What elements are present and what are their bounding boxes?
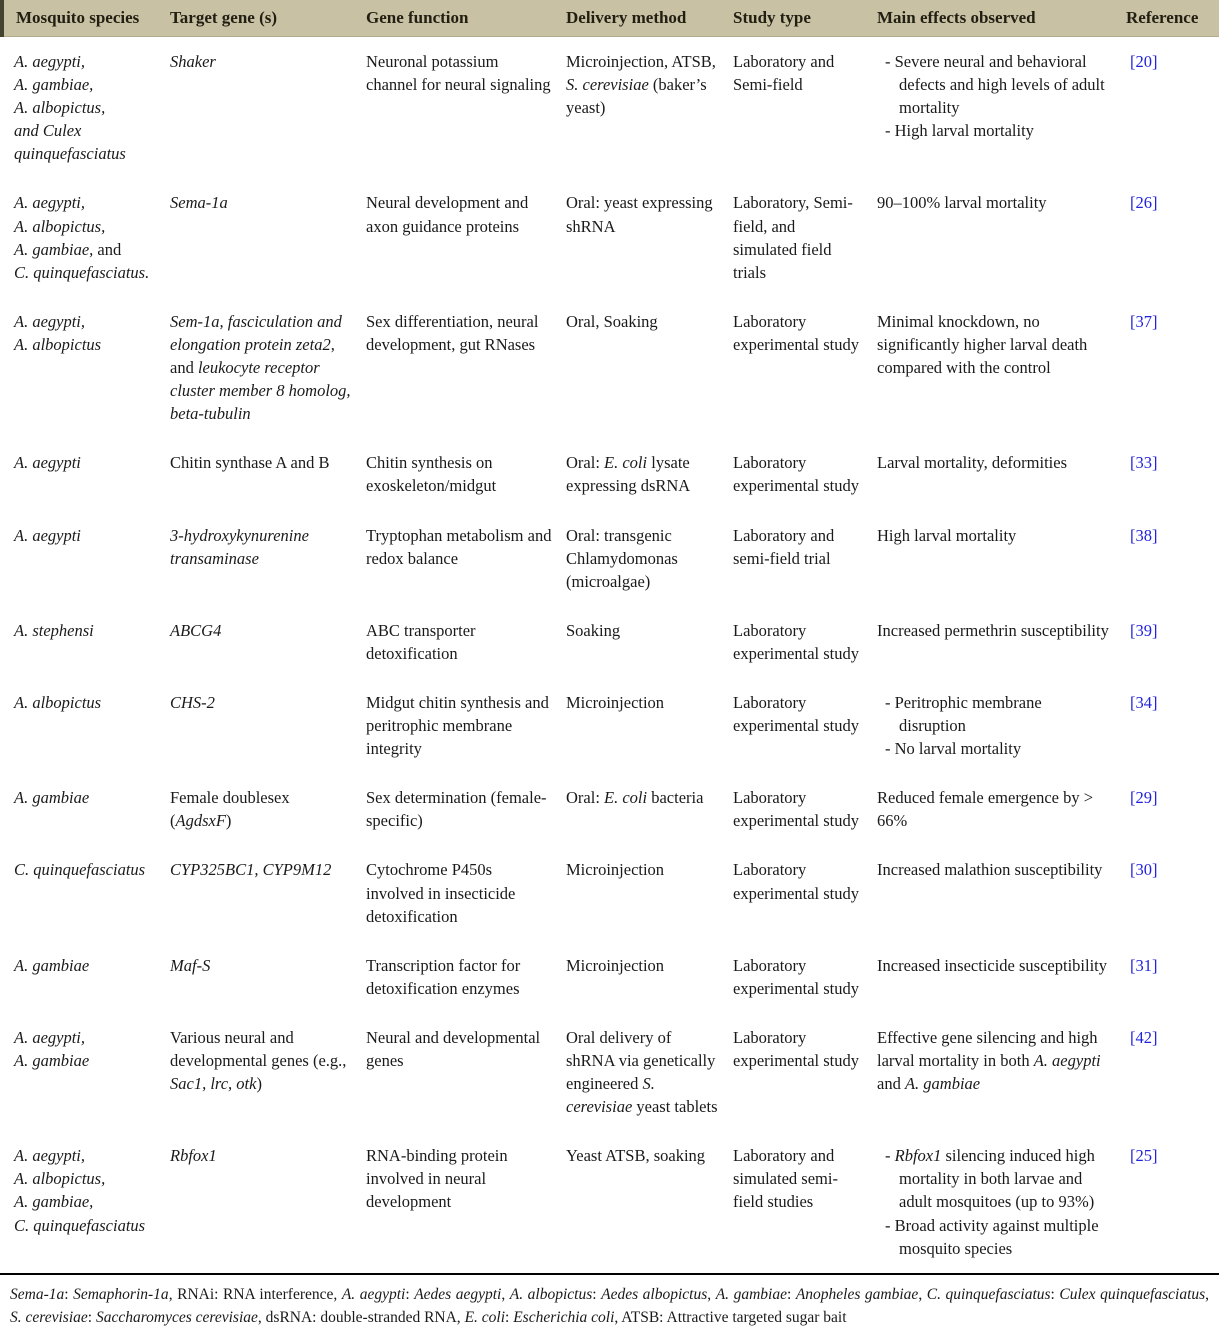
text-run: ABC transporter detoxification <box>366 620 476 663</box>
column-header-gene: Target gene (s) <box>170 0 366 37</box>
text-run: Sex determination (female-specific) <box>366 788 547 831</box>
text-run: , dsRNA: double-stranded RNA, <box>257 1309 465 1326</box>
text-run: RNA-binding protein involved in neural development <box>366 1146 508 1212</box>
italic-text-run: A. aegypti <box>341 1285 406 1303</box>
cell-ref <box>1126 438 1219 510</box>
cell-delivery <box>566 178 733 296</box>
text-run: Oral delivery of shRNA via genetically engineered <box>566 1027 716 1094</box>
text-run: Female doublesex ( <box>170 788 290 831</box>
cell-ref <box>1126 678 1219 773</box>
table-row <box>2 1131 1219 1272</box>
italic-text-run: A. stephensi <box>14 620 94 640</box>
bullet-dash: - <box>885 739 895 759</box>
text-run: silencing induced high mortality in both larvae and adult mosquitoes (up to 93%) <box>899 1146 1095 1212</box>
cell-delivery <box>566 438 733 510</box>
text-run: Chitin synthesis on exoskeleton/midgut <box>366 453 497 496</box>
text-run: High larval mortality <box>894 121 1034 141</box>
cell-delivery <box>566 37 733 179</box>
italic-text-run: Rbfox1 <box>894 1146 942 1166</box>
text-run: Various neural and developmental genes (e.g., <box>170 1027 347 1070</box>
cell-gene <box>170 438 366 510</box>
cell-func <box>366 37 566 179</box>
cell-ref <box>1126 1013 1219 1131</box>
cell-delivery <box>566 297 733 438</box>
bullet-dash: - <box>885 52 895 71</box>
table-row <box>2 845 1219 940</box>
italic-text-run: ABCG4 <box>170 620 222 640</box>
text-run: and <box>877 1074 905 1094</box>
table-footnote <box>0 1273 1219 1341</box>
column-header-func: Gene function <box>366 0 566 37</box>
text-run: , <box>707 1285 716 1303</box>
italic-text-run: C. quinquefasciatus <box>14 1215 146 1235</box>
cell-species <box>2 1013 170 1131</box>
text-run: Laboratory experimental study <box>733 311 860 354</box>
column-header-delivery: Delivery method <box>566 0 733 37</box>
cell-species <box>2 941 170 1013</box>
italic-text-run: A. albopictus, <box>14 216 106 236</box>
cell-ref <box>1126 1131 1219 1272</box>
cell-func <box>366 297 566 438</box>
cell-study <box>733 438 877 510</box>
cell-func <box>366 511 566 606</box>
cell-study <box>733 37 877 179</box>
cell-effects <box>877 178 1126 296</box>
cell-effects <box>877 678 1126 773</box>
cell-delivery <box>566 773 733 845</box>
italic-text-run: A. gambiae <box>14 1051 90 1070</box>
text-run: Cytochrome P450s involved in insecticide detoxification <box>366 860 516 926</box>
italic-text-run: C. quinquefasciatus <box>926 1285 1051 1303</box>
text-run: Midgut chitin synthesis and peritrophic membrane integrity <box>366 692 549 759</box>
text-run: Severe neural and behavioral defects and high levels of adult mortality <box>894 52 1105 118</box>
italic-text-run: Shaker <box>170 52 216 71</box>
text-run: Larval mortality, deformities <box>877 453 1067 473</box>
text-run: , and <box>170 334 335 378</box>
cell-delivery <box>566 845 733 940</box>
italic-text-run: Aedes aegypti <box>414 1285 502 1303</box>
italic-text-run: A. aegypti <box>14 453 81 473</box>
cell-gene <box>170 845 366 940</box>
text-run: Microinjection, ATSB, <box>566 52 716 71</box>
cell-func <box>366 606 566 678</box>
text-run: High larval mortality <box>877 525 1017 545</box>
italic-text-run: A. aegypti, <box>14 193 86 213</box>
italic-text-run: A. gambiae, <box>14 75 94 95</box>
italic-text-run: A. gambiae <box>715 1285 787 1303</box>
table-body <box>2 37 1219 1273</box>
bullet-dash: - <box>885 1146 895 1166</box>
cell-func <box>366 438 566 510</box>
cell-delivery <box>566 941 733 1013</box>
cell-func <box>366 1131 566 1272</box>
italic-text-run: Aedes albopictus <box>601 1285 708 1303</box>
text-run: : <box>592 1285 602 1303</box>
italic-text-run: A. gambiae, <box>14 239 94 259</box>
bullet-dash: - <box>885 121 895 141</box>
cell-species <box>2 1131 170 1272</box>
cell-species <box>2 438 170 510</box>
cell-study <box>733 606 877 678</box>
cell-ref <box>1126 606 1219 678</box>
italic-text-run: Sem-1a, fasciculation and elongation protein zeta2 <box>170 311 342 354</box>
text-run: Minimal knockdown, no significantly higher larval death compared with the control <box>877 311 1088 378</box>
text-run: , <box>501 1285 510 1303</box>
cell-ref <box>1126 37 1219 179</box>
cell-gene <box>170 941 366 1013</box>
cell-gene <box>170 773 366 845</box>
bullet-item <box>885 691 1112 737</box>
reference-link[interactable]: [30] <box>1130 860 1158 880</box>
text-run: Laboratory experimental study <box>733 955 860 998</box>
cell-func <box>366 845 566 940</box>
italic-text-run: A. aegypti, <box>14 311 86 331</box>
header-row <box>2 0 1219 37</box>
reference-link[interactable]: [31] <box>1130 955 1158 975</box>
text-run: Tryptophan metabolism and redox balance <box>366 525 552 568</box>
cell-species <box>2 773 170 845</box>
effects-bullet-list <box>877 691 1112 760</box>
bullet-item <box>885 50 1112 119</box>
text-run: Laboratory and simulated semi-field studies <box>733 1146 838 1212</box>
text-run: Peritrophic membrane disruption <box>894 692 1042 736</box>
text-run: Microinjection <box>566 860 665 880</box>
text-run: Laboratory and Semi-field <box>733 52 835 95</box>
text-run: Microinjection <box>566 692 665 712</box>
cell-gene <box>170 1013 366 1131</box>
italic-text-run: A. gambiae, <box>14 1192 94 1212</box>
italic-text-run: A. gambiae <box>14 788 90 808</box>
text-run: and <box>93 239 122 259</box>
cell-effects <box>877 941 1126 1013</box>
italic-text-run: AgdsxF <box>175 811 226 831</box>
cell-gene <box>170 511 366 606</box>
text-run: : <box>405 1285 415 1303</box>
effects-bullet-list <box>877 1144 1112 1259</box>
text-run: : <box>505 1309 514 1326</box>
table-row <box>2 438 1219 510</box>
reference-link[interactable]: [20] <box>1130 52 1158 71</box>
cell-species <box>2 845 170 940</box>
reference-link[interactable]: [37] <box>1130 311 1158 331</box>
cell-delivery <box>566 678 733 773</box>
text-run: No larval mortality <box>894 739 1022 759</box>
text-run: Oral: <box>566 788 605 808</box>
cell-func <box>366 941 566 1013</box>
italic-text-run: Sema-1a <box>10 1285 65 1303</box>
italic-text-run: leukocyte receptor cluster member 8 homolog, beta-tubulin <box>170 358 351 424</box>
italic-text-run: A. albopictus, <box>14 1169 106 1189</box>
cell-ref <box>1126 845 1219 940</box>
table-row <box>2 511 1219 606</box>
cell-ref <box>1126 178 1219 296</box>
reference-link[interactable]: [42] <box>1130 1027 1158 1047</box>
cell-study <box>733 1131 877 1272</box>
cell-gene <box>170 1131 366 1272</box>
cell-gene <box>170 678 366 773</box>
cell-study <box>733 941 877 1013</box>
cell-effects <box>877 438 1126 510</box>
table-row <box>2 941 1219 1013</box>
italic-text-run: A. albopictus <box>509 1285 593 1303</box>
table-row <box>2 37 1219 179</box>
reference-link[interactable]: [38] <box>1130 525 1158 545</box>
effects-bullet-list <box>877 50 1112 142</box>
italic-text-run: A. albopictus <box>14 692 102 712</box>
cell-effects <box>877 297 1126 438</box>
text-run: Laboratory experimental study <box>733 1027 860 1070</box>
text-run: Yeast ATSB, soaking <box>566 1146 706 1166</box>
italic-text-run: E. coli <box>604 788 648 808</box>
italic-text-run: Sac1, lrc, otk <box>170 1074 257 1094</box>
text-run: ) <box>256 1074 262 1094</box>
column-header-effects: Main effects observed <box>877 0 1126 37</box>
italic-text-run: C. quinquefasciatus <box>14 860 146 880</box>
cell-delivery <box>566 606 733 678</box>
text-run: , RNAi: RNA interference, <box>168 1285 342 1303</box>
italic-text-run: CYP325BC1, CYP9M12 <box>170 860 332 880</box>
italic-text-run: A. albopictus, <box>14 98 106 118</box>
italic-text-run: and Culex quinquefasciatus <box>14 121 126 164</box>
text-run: Reduced female emergence by > 66% <box>877 788 1094 831</box>
italic-text-run: C. quinquefasciatus. <box>14 262 150 282</box>
bullet-item <box>885 119 1112 142</box>
italic-text-run: Culex quinquefasciatus <box>1059 1285 1206 1303</box>
italic-text-run: A. albopictus <box>14 334 102 354</box>
cell-effects <box>877 511 1126 606</box>
text-run: Soaking <box>566 620 621 640</box>
bullet-item <box>885 737 1112 760</box>
text-run: Oral, Soaking <box>566 311 658 331</box>
text-run: : <box>64 1285 74 1303</box>
text-run: Oral: transgenic Chlamydomonas (microalgae) <box>566 525 678 591</box>
italic-text-run: 3-hydroxykynurenine transaminase <box>170 525 309 568</box>
text-run: Laboratory experimental study <box>733 692 860 736</box>
italic-text-run: Sema-1a <box>170 193 228 213</box>
table-row <box>2 1013 1219 1131</box>
cell-delivery <box>566 511 733 606</box>
italic-text-run: A. gambiae <box>14 955 90 975</box>
cell-effects <box>877 606 1126 678</box>
cell-study <box>733 178 877 296</box>
column-header-ref: Reference <box>1126 0 1219 37</box>
text-run: Sex differentiation, neural development, gut RNases <box>366 311 539 354</box>
text-run: : <box>1050 1285 1060 1303</box>
text-run: , <box>918 1285 927 1303</box>
text-run: Effective gene silencing and high larval mortality in both <box>877 1027 1098 1070</box>
cell-study <box>733 845 877 940</box>
italic-text-run: A. gambiae <box>904 1074 981 1094</box>
italic-text-run: Maf-S <box>170 955 211 975</box>
reference-link[interactable]: [34] <box>1130 692 1158 712</box>
cell-study <box>733 511 877 606</box>
cell-effects <box>877 1131 1126 1272</box>
cell-species <box>2 606 170 678</box>
italic-text-run: E. coli <box>464 1309 506 1326</box>
text-run: Increased permethrin susceptibility <box>877 620 1109 640</box>
cell-gene <box>170 37 366 179</box>
reference-link[interactable]: [39] <box>1130 620 1158 640</box>
cell-species <box>2 37 170 179</box>
cell-func <box>366 1013 566 1131</box>
italic-text-run: S. cerevisiae <box>566 75 649 95</box>
text-run: Oral: yeast expressing shRNA <box>566 193 713 236</box>
cell-gene <box>170 297 366 438</box>
reference-link[interactable]: [25] <box>1130 1146 1158 1166</box>
text-run: Laboratory experimental study <box>733 860 860 903</box>
text-run: Laboratory and semi-field trial <box>733 525 835 568</box>
text-run: 90–100% larval mortality <box>877 193 1047 213</box>
table-row <box>2 606 1219 678</box>
italic-text-run: A. aegypti, <box>14 1146 86 1166</box>
table-row <box>2 678 1219 773</box>
text-run: Neuronal potassium channel for neural signaling <box>366 52 551 95</box>
text-run: Broad activity against multiple mosquito species <box>894 1215 1099 1258</box>
bullet-dash: - <box>885 1215 895 1235</box>
text-run: lysate expressing dsRNA <box>566 453 691 496</box>
text-run: Chitin synthase A and B <box>170 453 330 473</box>
text-run: Neural and developmental genes <box>366 1027 541 1070</box>
italic-text-run: Semaphorin-1a <box>73 1285 169 1303</box>
cell-effects <box>877 37 1126 179</box>
cell-ref <box>1126 511 1219 606</box>
text-run: Neural development and axon guidance proteins <box>366 193 529 236</box>
column-header-study: Study type <box>733 0 877 37</box>
cell-func <box>366 773 566 845</box>
text-run: Laboratory, Semi-field, and simulated field trials <box>733 193 853 282</box>
reference-link[interactable]: [33] <box>1130 453 1158 473</box>
cell-func <box>366 678 566 773</box>
text-run: Oral: <box>566 453 605 473</box>
cell-func <box>366 178 566 296</box>
italic-text-run: A. aegypti, <box>14 1027 86 1047</box>
text-run: ) <box>225 811 232 831</box>
italic-text-run: A. aegypti, <box>14 52 86 71</box>
text-run: : <box>87 1309 96 1326</box>
table-row <box>2 773 1219 845</box>
bullet-item <box>885 1144 1112 1213</box>
cell-ref <box>1126 941 1219 1013</box>
text-run: , <box>1205 1285 1210 1303</box>
cell-study <box>733 773 877 845</box>
cell-delivery <box>566 1013 733 1131</box>
cell-species <box>2 297 170 438</box>
cell-gene <box>170 178 366 296</box>
text-run: Microinjection <box>566 955 665 975</box>
text-run: : <box>786 1285 796 1303</box>
text-run: Laboratory experimental study <box>733 453 860 496</box>
cell-ref <box>1126 297 1219 438</box>
cell-species <box>2 678 170 773</box>
cell-study <box>733 678 877 773</box>
italic-text-run: S. cerevisiae <box>566 1074 655 1117</box>
italic-text-run: CHS-2 <box>170 692 215 712</box>
cell-delivery <box>566 1131 733 1272</box>
text-run: Transcription factor for detoxification enzymes <box>366 955 521 998</box>
cell-effects <box>877 773 1126 845</box>
bullet-item <box>885 1214 1112 1260</box>
text-run: (baker’s yeast) <box>566 75 707 118</box>
column-header-species: Mosquito species <box>2 0 170 37</box>
cell-gene <box>170 606 366 678</box>
cell-effects <box>877 1013 1126 1131</box>
text-run: yeast tablets <box>632 1097 718 1117</box>
reference-link[interactable]: [29] <box>1130 788 1158 808</box>
reference-link[interactable]: [26] <box>1130 193 1158 213</box>
table-row <box>2 178 1219 296</box>
italic-text-run: A. aegypti <box>14 525 81 545</box>
cell-species <box>2 511 170 606</box>
text-run: , ATSB: Attractive targeted sugar bait <box>614 1309 847 1326</box>
table-header <box>2 0 1219 37</box>
text-run: Laboratory experimental study <box>733 620 860 663</box>
text-run: bacteria <box>647 788 704 808</box>
italic-text-run: Anopheles gambiae <box>795 1285 919 1303</box>
cell-species <box>2 178 170 296</box>
italic-text-run: E. coli <box>604 453 648 473</box>
italic-text-run: Escherichia coli <box>513 1309 615 1326</box>
italic-text-run: S. cerevisiae <box>10 1309 88 1326</box>
text-run: Laboratory experimental study <box>733 788 860 831</box>
italic-text-run: Saccharomyces cerevisiae <box>95 1309 258 1326</box>
bullet-dash: - <box>885 692 895 712</box>
italic-text-run: A. aegypti <box>1033 1051 1101 1070</box>
cell-effects <box>877 845 1126 940</box>
cell-study <box>733 1013 877 1131</box>
text-run: Increased insecticide susceptibility <box>877 955 1108 975</box>
italic-text-run: Rbfox1 <box>170 1146 217 1166</box>
cell-ref <box>1126 773 1219 845</box>
cell-study <box>733 297 877 438</box>
text-run: Increased malathion susceptibility <box>877 860 1103 880</box>
table-row <box>2 297 1219 438</box>
